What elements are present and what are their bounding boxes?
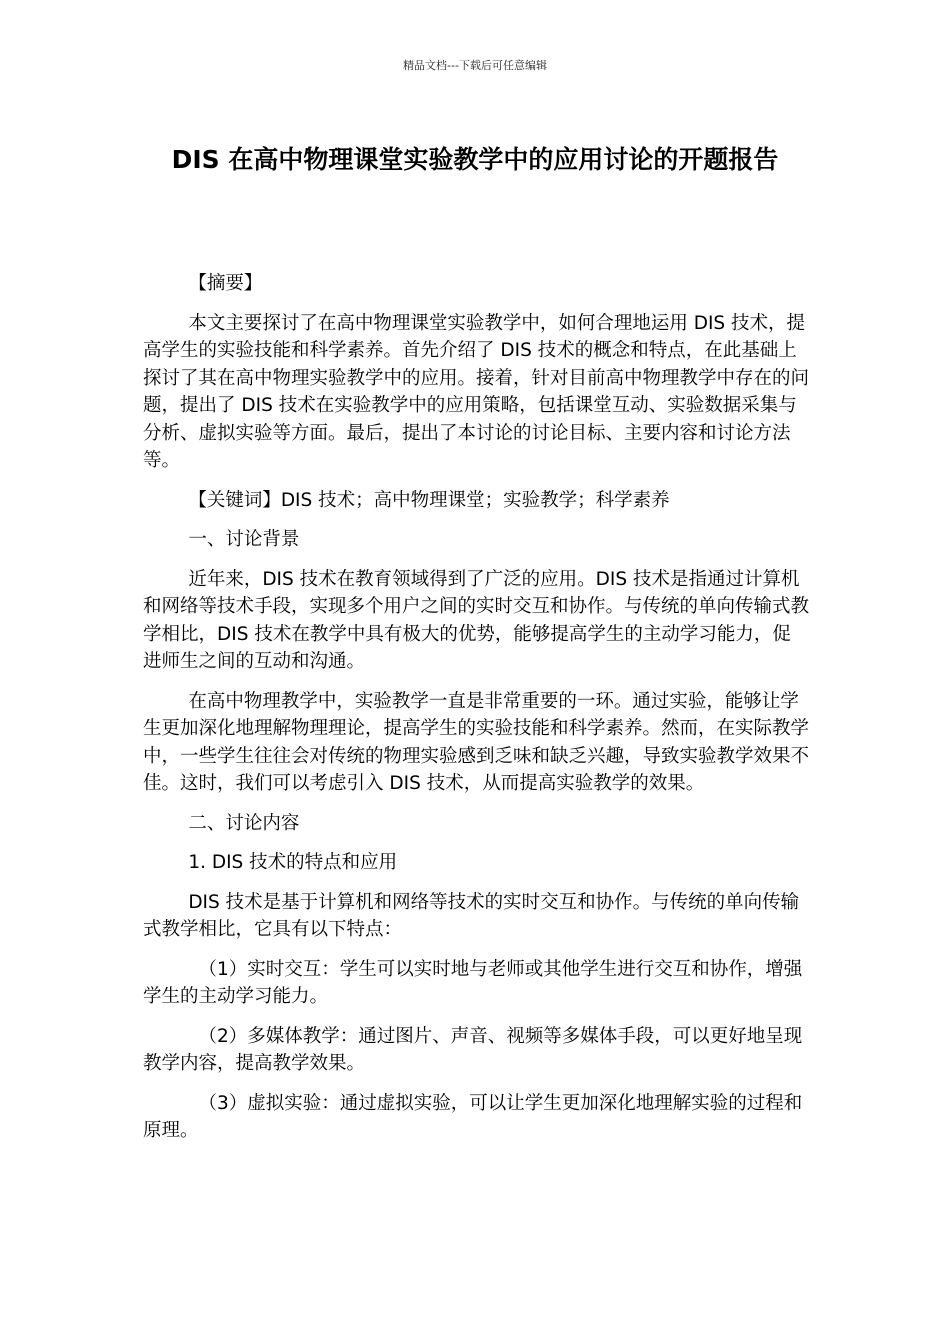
subsection-heading-dis-features: 1. DIS 技术的特点和应用 [188,852,398,873]
feature-item-virtual-lab: （3）虚拟实验：通过虚拟实验，可以让学生更加深化地理解实验的过程和原理。 [143,1092,803,1141]
document-body [143,270,809,1157]
feature-item-multimedia: （2）多媒体教学：通过图片、声音、视频等多媒体手段，可以更好地呈现教学内容，提高教学效果。 [143,1025,803,1074]
section-heading-content: 二、讨论内容 [188,812,300,834]
dis-features-paragraph: DIS 技术是基于计算机和网络等技术的实时交互和协作。与传统的单向传输式教学相比，它具有以下特点： [143,891,800,940]
document-title: DIS 在高中物理课堂实验教学中的应用讨论的开题报告 [171,145,779,174]
section-heading-background: 一、讨论背景 [188,529,300,550]
header-note: 精品文档---下载后可任意编辑 [403,59,547,72]
feature-item-realtime: （1）实时交互：学生可以实时地与老师或其他学生进行交互和协作，增强学生的主动学习能力。 [143,958,803,1007]
abstract-heading: 【摘要】 [188,273,263,294]
background-paragraph-2: 在高中物理教学中，实验教学一直是非常重要的一环。通过实验，能够让学生更加深化地理解物理理论，提高学生的实验技能和科学素养。然而，在实际教学中，一些学生往往会对传统的物理实验感到乏味和缺乏兴趣，导致实验教学效果不佳。这时，我们可以考虑引入 DIS 技术，从而提高实验教学的效果。 [143,690,810,794]
keywords-line: 【关键词】DIS 技术；高中物理课堂；实验教学；科学素养 [188,489,670,511]
background-paragraph-1: 近年来，DIS 技术在教育领域得到了广泛的应用。DIS 技术是指通过计算机和网络等技术手段，实现多个用户之间的实时交互和协作。与传统的单向传输式教学相比，DIS 技术在教学中具有极大的优势，能够提高学生的主动学习能力，促进师生之间的互动和沟通。 [143,568,810,672]
abstract-paragraph: 本文主要探讨了在高中物理课堂实验教学中，如何合理地运用 DIS 技术，提高学生的实验技能和科学素养。首先介绍了 DIS 技术的概念和特点，在此基础上探讨了其在高中物理实验教学中的应用。接着，针对目前高中物理教学中存在的问题，提出了 DIS 技术在实验教学中的应用策略，包括课堂互动、实验数据采集与分析、虚拟实验等方面。最后，提出了本讨论的讨论目标、主要内容和讨论方法等。 [143,312,810,471]
